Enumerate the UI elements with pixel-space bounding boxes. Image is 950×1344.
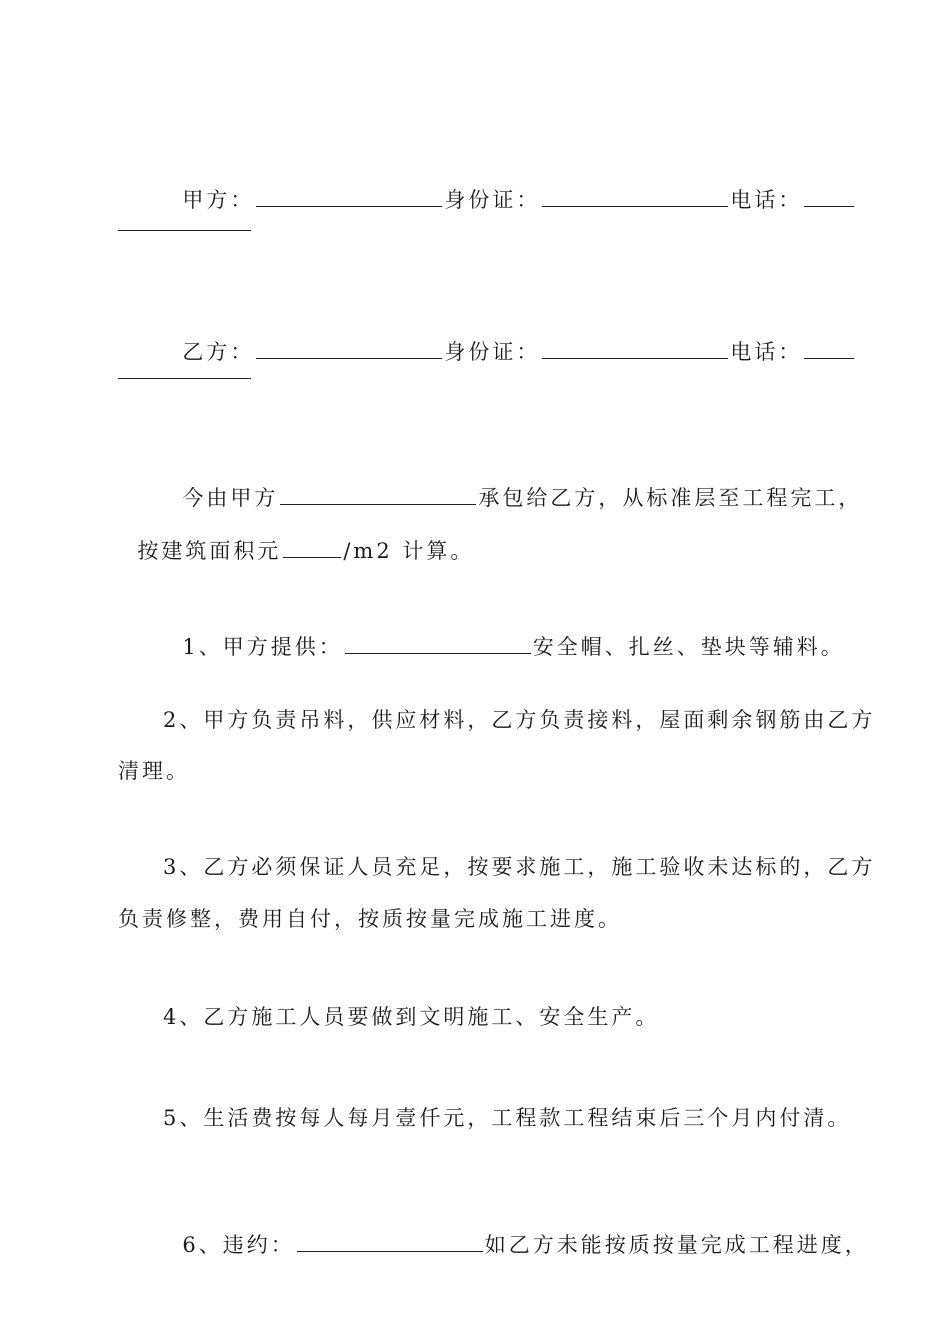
party-b-id-field[interactable] <box>542 338 728 359</box>
unit-price-field[interactable] <box>283 537 341 558</box>
party-b-row <box>163 310 856 366</box>
intro-line-2 <box>118 509 474 565</box>
clause-1-prefix: 1、甲方提供： <box>182 635 343 659</box>
clause-1 <box>163 605 845 661</box>
party-a-name-field[interactable] <box>256 186 442 207</box>
clause-1-suffix: 安全帽、扎丝、垫块等辅料。 <box>532 635 845 659</box>
clause-6-suffix: 如乙方未能按质按量完成工程进度， <box>484 1233 869 1257</box>
party-a-label: 甲方： <box>182 188 255 212</box>
party-a-id-label: 身份证： <box>444 188 541 212</box>
party-b-phone-field-continued[interactable] <box>118 377 251 379</box>
party-a-row <box>163 158 856 214</box>
clause-3-line-1: 3、乙方必须保证人员充足，按要求施工，施工验收未达标的，乙方 <box>163 855 876 879</box>
party-b-name-field[interactable] <box>256 338 442 359</box>
intro-line-1 <box>163 456 862 512</box>
intro-text-1: 今由甲方 <box>182 486 279 510</box>
project-name-field[interactable] <box>280 484 476 505</box>
clause-1-field[interactable] <box>345 633 531 654</box>
clause-2-line-1: 2、甲方负责吊料，供应材料，乙方负责接料，屋面剩余钢筋由乙方 <box>163 708 876 732</box>
party-b-id-label: 身份证： <box>444 340 541 364</box>
clause-6-prefix: 6、违约： <box>182 1233 295 1257</box>
party-a-phone-label: 电话： <box>730 188 803 212</box>
party-a-phone-field[interactable] <box>804 186 854 207</box>
party-b-label: 乙方： <box>182 340 255 364</box>
intro-text-2: 承包给乙方，从标准层至工程完工， <box>478 486 863 510</box>
intro-text-3: 按建筑面积元 <box>137 539 282 563</box>
party-b-phone-label: 电话： <box>730 340 803 364</box>
party-a-id-field[interactable] <box>542 186 728 207</box>
clause-6-field[interactable] <box>297 1231 483 1252</box>
clause-3-line-2: 负责修整，费用自付，按质按量完成施工进度。 <box>118 907 622 931</box>
party-a-phone-field-continued[interactable] <box>118 229 251 231</box>
clause-2-line-2: 清理。 <box>118 759 190 783</box>
clause-5: 5、生活费按每人每月壹仟元，工程款工程结束后三个月内付清。 <box>163 1106 852 1130</box>
party-b-phone-field[interactable] <box>804 338 854 359</box>
clause-4: 4、乙方施工人员要做到文明施工、安全生产。 <box>163 1005 660 1029</box>
intro-text-4: /m2 计算。 <box>343 539 475 563</box>
clause-6 <box>163 1203 869 1259</box>
